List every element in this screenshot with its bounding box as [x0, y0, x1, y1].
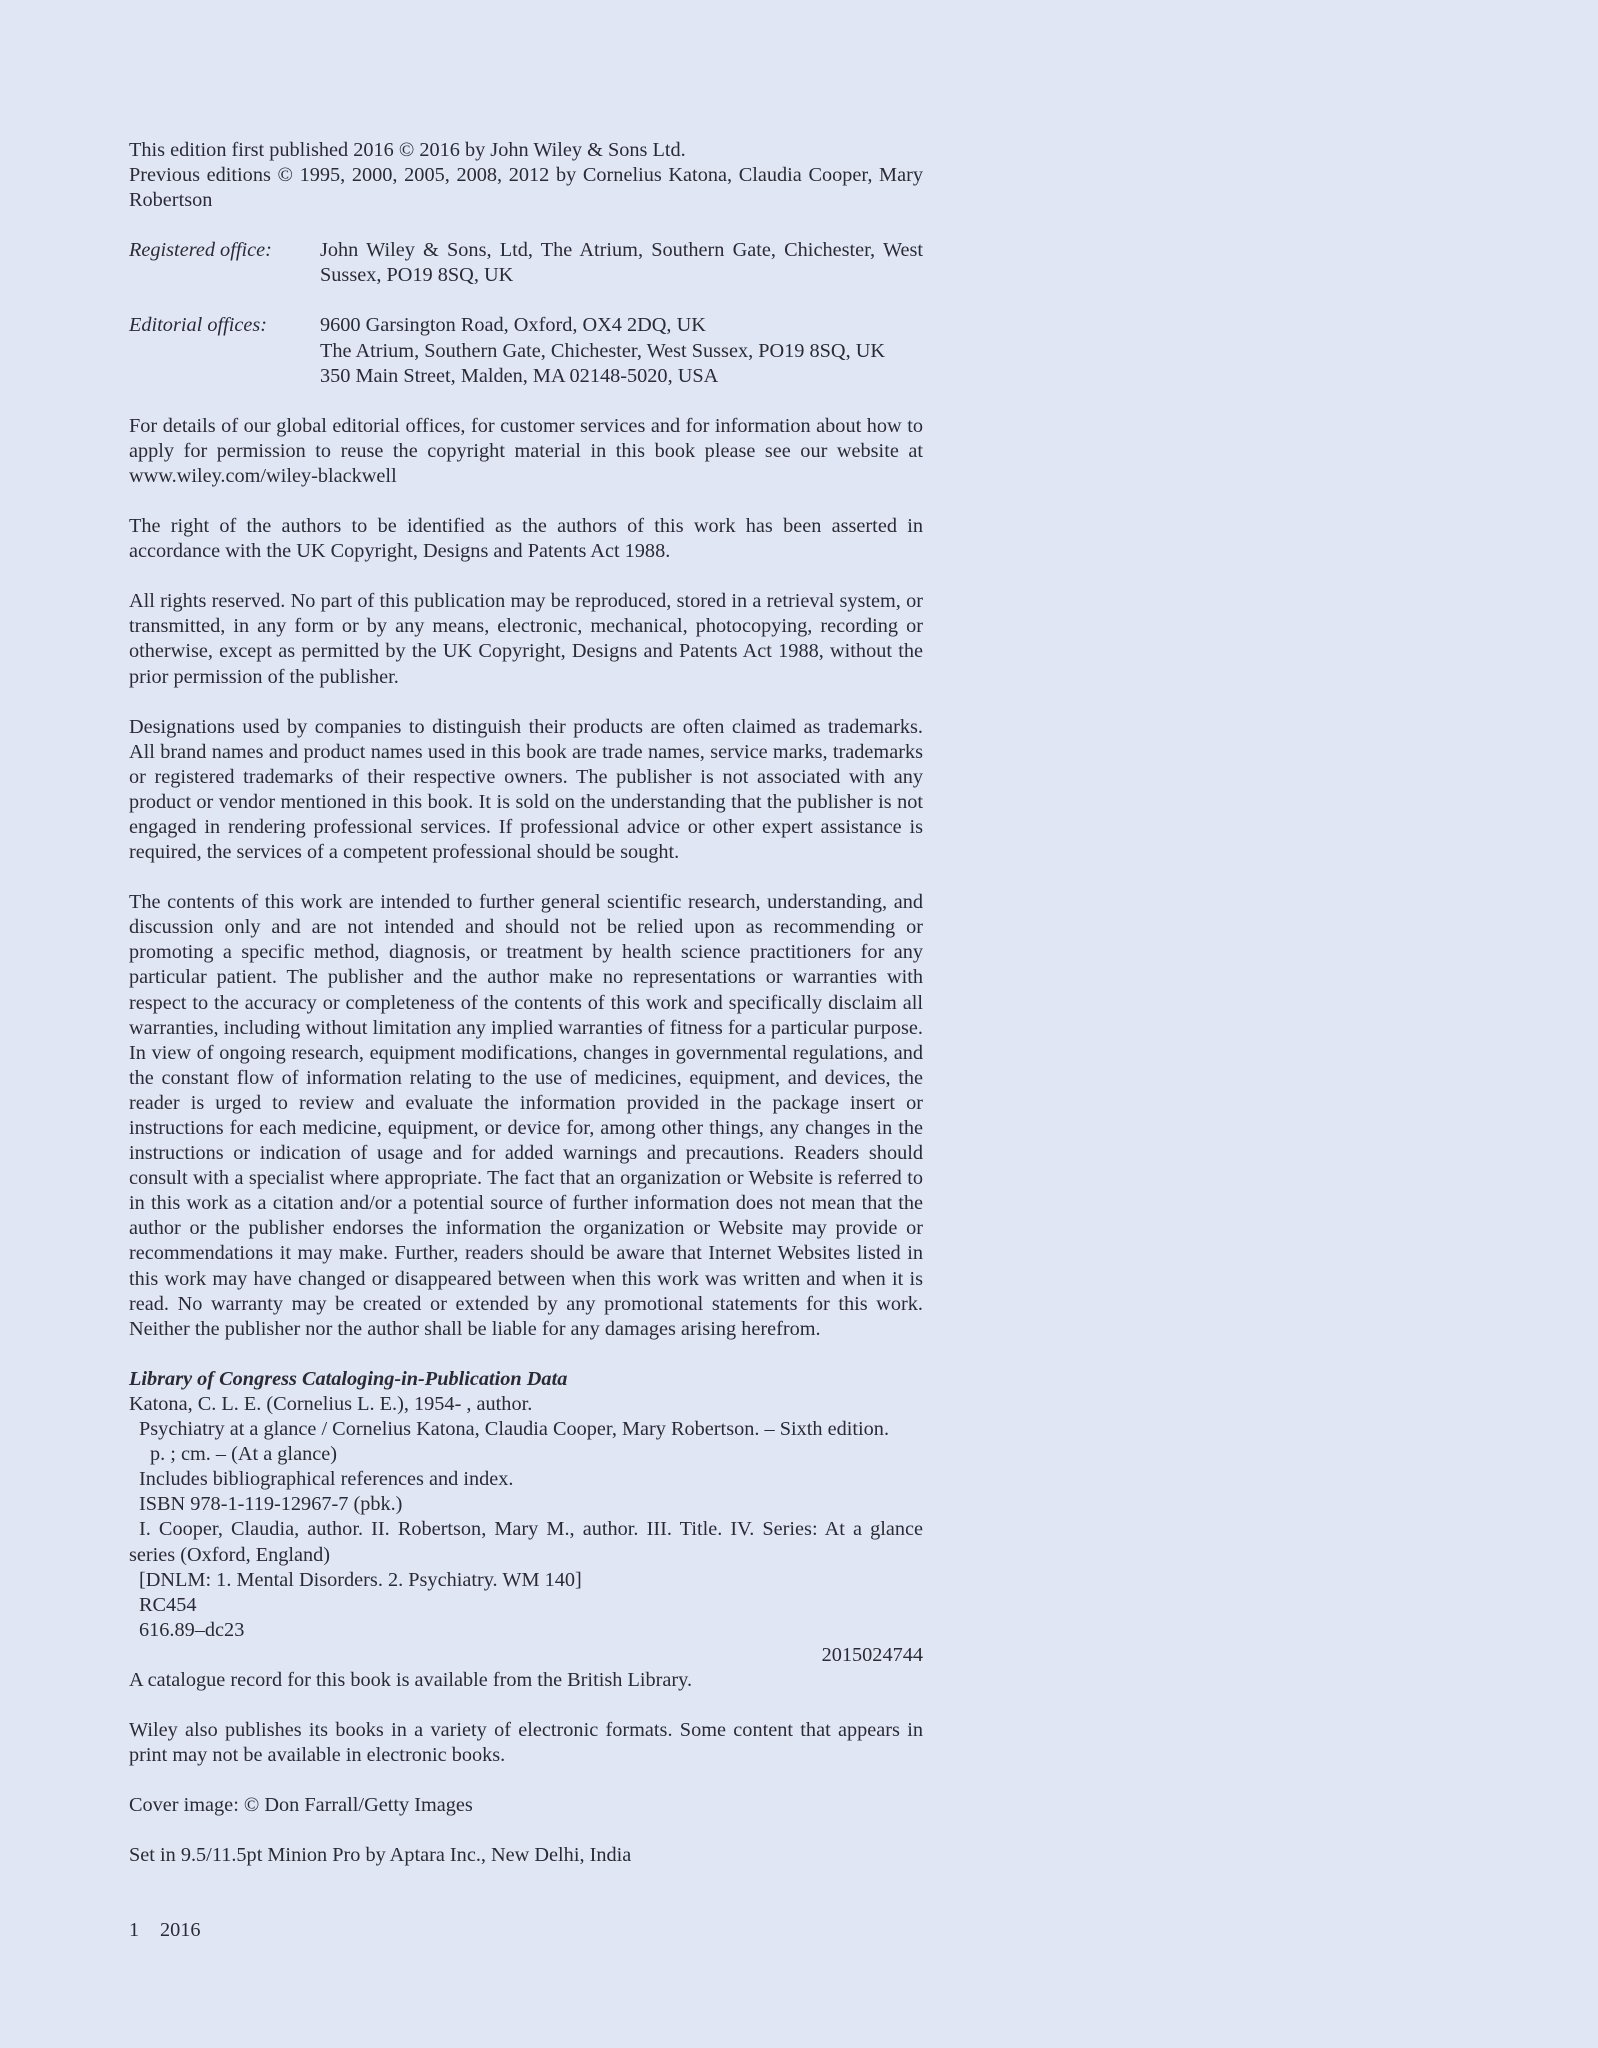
- trademarks-paragraph: Designations used by companies to distinguish their products are often claimed as trademarks. All brand names and product names used in this book are trade names, service marks, trademarks or registered trademarks of their respective owners. The publisher is not associated with any product or vendor mentioned in this book. It is sold on the understanding that the publisher is not engaged in rendering professional services. If professional advice or other expert assistance is required, the services of a competent professional should be sought.: [129, 715, 923, 864]
- impression-number: 1: [129, 1919, 140, 1942]
- cip-entries: I. Cooper, Claudia, author. II. Robertson, Mary M., author. III. Title. IV. Series: At a glance series (Oxford, England): [129, 1518, 923, 1566]
- editorial-offices-label: Editorial offices:: [129, 314, 268, 337]
- editorial-offices-addresses: [320, 313, 923, 388]
- cip-title: Library of Congress Cataloging-in-Publication Data: [129, 1367, 568, 1390]
- cip-includes: Includes bibliographical references and index.: [139, 1468, 514, 1491]
- cip-pages: p. ; cm. – (At a glance): [150, 1443, 337, 1466]
- registered-office-address: John Wiley & Sons, Ltd, The Atrium, Southern Gate, Chichester, West Sussex, PO19 8SQ, UK: [320, 239, 923, 287]
- cip-book-title: Psychiatry at a glance / Cornelius Katona, Claudia Cooper, Mary Robertson. – Sixth edition.: [139, 1418, 890, 1441]
- cip-lccn: 2015024744: [821, 1643, 923, 1666]
- details-paragraph: For details of our global editorial offices, for customer services and for information about how to apply for permission to reuse the copyright material in this book please see our website at www.wiley.com/wiley-blackwell: [129, 414, 923, 487]
- registered-office: [129, 238, 923, 288]
- typesetting-note: Set in 9.5/11.5pt Minion Pro by Aptara Inc., New Delhi, India: [129, 1844, 632, 1867]
- electronic-formats-paragraph: Wiley also publishes its books in a variety of electronic formats. Some content that appears in print may not be available in electronic books.: [129, 1719, 923, 1767]
- editorial-office-address: 350 Main Street, Malden, MA 02148-5020, USA: [320, 364, 719, 387]
- cip-dewey: 616.89–dc23: [139, 1618, 245, 1641]
- edition-notice: [129, 138, 923, 213]
- registered-office-label: Registered office:: [129, 239, 272, 262]
- cip-isbn: ISBN 978-1-119-12967-7 (pbk.): [139, 1493, 403, 1516]
- editorial-office-address: The Atrium, Southern Gate, Chichester, West Sussex, PO19 8SQ, UK: [320, 339, 886, 362]
- impression-year: 2016: [160, 1919, 201, 1942]
- authors-right-paragraph: The right of the authors to be identified as the authors of this work has been asserted in accordance with the UK Copyright, Designs and Patents Act 1988.: [129, 515, 923, 563]
- cip-lc-class: RC454: [139, 1593, 197, 1616]
- cip-author: Katona, C. L. E. (Cornelius L. E.), 1954- , author.: [129, 1392, 533, 1415]
- rights-reserved-paragraph: All rights reserved. No part of this publication may be reproduced, stored in a retrieval system, or transmitted, in any form or by any means, electronic, mechanical, photocopying, recording or otherwise, except as permitted by the UK Copyright, Designs and Patents Act 1988, without the prior permission of the publisher.: [129, 590, 923, 688]
- editorial-office-address: 9600 Garsington Road, Oxford, OX4 2DQ, UK: [320, 314, 706, 337]
- cip-dnlm: [DNLM: 1. Mental Disorders. 2. Psychiatry. WM 140]: [139, 1568, 582, 1591]
- cover-credit: Cover image: © Don Farrall/Getty Images: [129, 1794, 473, 1817]
- catalogue-record: A catalogue record for this book is available from the British Library.: [129, 1668, 693, 1691]
- edition-line: This edition first published 2016 © 2016 by John Wiley & Sons Ltd.: [129, 139, 686, 161]
- copyright-page: [129, 138, 923, 1944]
- disclaimer-paragraph: The contents of this work are intended to further general scientific research, understanding, and discussion only and are not intended and should not be relied upon as recommending or promoting a specific method, diagnosis, or treatment by health science practitioners for any particular patient. The publisher and the author make no representations or warranties with respect to the accuracy or completeness of the contents of this work and specifically disclaim all warranties, including without limitation any implied warranties of fitness for a particular purpose. In view of ongoing research, equipment modifications, changes in governmental regulations, and the constant flow of information relating to the use of medicines, equipment, and devices, the reader is urged to review and evaluate the information provided in the package insert or instructions for each medicine, equipment, or device for, among other things, any changes in the instructions or indication of usage and for added warnings and precautions. Readers should consult with a specialist where appropriate. The fact that an organization or Website is referred to in this work as a citation and/or a potential source of further information does not mean that the author or the publisher endorses the information the organization or Website may provide or recommendations it may make. Further, readers should be aware that Internet Websites listed in this work may have changed or disappeared between when this work was written and when it is read. No warranty may be created or extended by any promotional statements for this work. Neither the publisher nor the author shall be liable for any damages arising herefrom.: [129, 891, 923, 1340]
- previous-editions-line: Previous editions © 1995, 2000, 2005, 2008, 2012 by Cornelius Katona, Claudia Cooper, Mary Robertson: [129, 164, 923, 212]
- cip-block: [129, 1367, 923, 1668]
- impression-line: [129, 1918, 923, 1943]
- editorial-offices: [129, 313, 923, 388]
